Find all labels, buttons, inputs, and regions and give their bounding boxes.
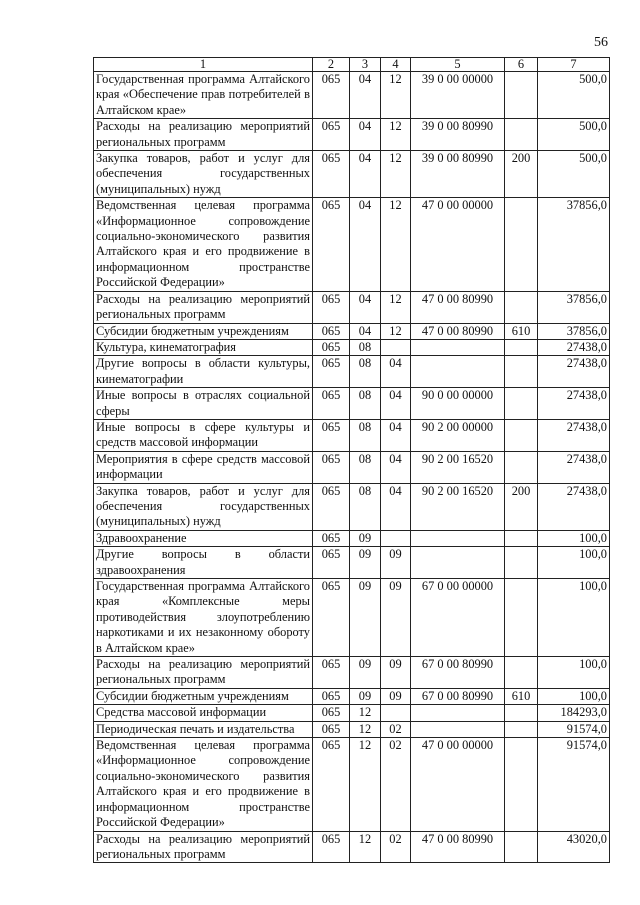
row-expense-type-cell: 200 <box>505 483 538 530</box>
header-cell: 5 <box>411 58 505 72</box>
row-expense-type-cell <box>505 72 538 119</box>
row-admin-code-cell: 065 <box>313 72 350 119</box>
row-amount-cell: 27438,0 <box>538 339 610 355</box>
table-row <box>94 721 610 737</box>
row-amount-cell: 27438,0 <box>538 483 610 530</box>
row-name-cell: Государственная программа Алтайского края «Комплексные меры противодействия злоупотреблению наркотиками и их незаконному обороту в Алтайском крае» <box>94 579 313 657</box>
row-target-article-cell <box>411 339 505 355</box>
row-name-cell: Мероприятия в сфере средств массовой информации <box>94 451 313 483</box>
row-admin-code-cell: 065 <box>313 738 350 831</box>
row-admin-code-cell: 065 <box>313 831 350 863</box>
table-row <box>94 151 610 198</box>
row-amount-cell: 100,0 <box>538 657 610 689</box>
table-row <box>94 657 610 689</box>
table-row <box>94 72 610 119</box>
row-admin-code-cell: 065 <box>313 419 350 451</box>
row-subsection-cell: 09 <box>381 688 411 704</box>
row-amount-cell: 37856,0 <box>538 323 610 339</box>
header-cell: 7 <box>538 58 610 72</box>
row-subsection-cell: 02 <box>381 831 411 863</box>
row-name-cell: Здравоохранение <box>94 530 313 546</box>
row-expense-type-cell <box>505 198 538 291</box>
row-expense-type-cell <box>505 451 538 483</box>
row-amount-cell: 100,0 <box>538 547 610 579</box>
row-expense-type-cell <box>505 119 538 151</box>
row-amount-cell: 500,0 <box>538 119 610 151</box>
row-section-cell: 12 <box>350 738 381 831</box>
row-expense-type-cell: 610 <box>505 688 538 704</box>
row-section-cell: 12 <box>350 705 381 721</box>
table-row <box>94 323 610 339</box>
row-amount-cell: 500,0 <box>538 151 610 198</box>
row-amount-cell: 37856,0 <box>538 291 610 323</box>
row-expense-type-cell <box>505 738 538 831</box>
row-amount-cell: 27438,0 <box>538 388 610 420</box>
row-expense-type-cell <box>505 388 538 420</box>
row-target-article-cell <box>411 530 505 546</box>
row-admin-code-cell: 065 <box>313 119 350 151</box>
row-section-cell: 04 <box>350 198 381 291</box>
header-cell: 2 <box>313 58 350 72</box>
row-section-cell: 09 <box>350 579 381 657</box>
row-amount-cell: 100,0 <box>538 530 610 546</box>
row-section-cell: 09 <box>350 547 381 579</box>
row-admin-code-cell: 065 <box>313 483 350 530</box>
row-target-article-cell <box>411 356 505 388</box>
row-section-cell: 12 <box>350 721 381 737</box>
row-subsection-cell: 12 <box>381 72 411 119</box>
row-section-cell: 04 <box>350 72 381 119</box>
row-subsection-cell: 12 <box>381 323 411 339</box>
row-target-article-cell: 90 2 00 16520 <box>411 451 505 483</box>
row-admin-code-cell: 065 <box>313 388 350 420</box>
row-subsection-cell: 04 <box>381 356 411 388</box>
row-expense-type-cell <box>505 339 538 355</box>
row-expense-type-cell: 610 <box>505 323 538 339</box>
row-section-cell: 04 <box>350 291 381 323</box>
row-subsection-cell: 04 <box>381 388 411 420</box>
row-name-cell: Расходы на реализацию мероприятий региональных программ <box>94 291 313 323</box>
row-target-article-cell: 39 0 00 80990 <box>411 151 505 198</box>
row-target-article-cell: 47 0 00 80990 <box>411 323 505 339</box>
row-admin-code-cell: 065 <box>313 451 350 483</box>
row-amount-cell: 91574,0 <box>538 721 610 737</box>
row-section-cell: 08 <box>350 419 381 451</box>
row-subsection-cell: 12 <box>381 151 411 198</box>
header-cell: 3 <box>350 58 381 72</box>
row-expense-type-cell: 200 <box>505 151 538 198</box>
row-name-cell: Субсидии бюджетным учреждениям <box>94 688 313 704</box>
row-section-cell: 04 <box>350 119 381 151</box>
row-name-cell: Закупка товаров, работ и услуг для обеспечения государственных (муниципальных) нужд <box>94 483 313 530</box>
row-section-cell: 08 <box>350 356 381 388</box>
row-target-article-cell <box>411 721 505 737</box>
row-name-cell: Расходы на реализацию мероприятий региональных программ <box>94 657 313 689</box>
table-row <box>94 388 610 420</box>
row-admin-code-cell: 065 <box>313 579 350 657</box>
row-name-cell: Расходы на реализацию мероприятий региональных программ <box>94 119 313 151</box>
table-row <box>94 831 610 863</box>
row-expense-type-cell <box>505 356 538 388</box>
row-section-cell: 04 <box>350 151 381 198</box>
row-section-cell: 04 <box>350 323 381 339</box>
table-row <box>94 547 610 579</box>
row-target-article-cell <box>411 547 505 579</box>
row-admin-code-cell: 065 <box>313 291 350 323</box>
row-admin-code-cell: 065 <box>313 547 350 579</box>
row-target-article-cell: 47 0 00 80990 <box>411 831 505 863</box>
row-target-article-cell: 47 0 00 80990 <box>411 291 505 323</box>
table-row <box>94 119 610 151</box>
row-admin-code-cell: 065 <box>313 323 350 339</box>
page-number: 56 <box>594 35 608 50</box>
row-amount-cell: 500,0 <box>538 72 610 119</box>
row-name-cell: Ведомственная целевая программа «Информационное сопровождение социально-экономического развития Алтайского края и его продвижение в информационном пространстве Российской Федерации» <box>94 198 313 291</box>
row-admin-code-cell: 065 <box>313 657 350 689</box>
row-name-cell: Расходы на реализацию мероприятий региональных программ <box>94 831 313 863</box>
row-amount-cell: 100,0 <box>538 688 610 704</box>
table-row <box>94 579 610 657</box>
row-section-cell: 09 <box>350 688 381 704</box>
row-target-article-cell: 67 0 00 00000 <box>411 579 505 657</box>
row-target-article-cell: 47 0 00 00000 <box>411 738 505 831</box>
row-name-cell: Иные вопросы в отраслях социальной сферы <box>94 388 313 420</box>
header-cell: 1 <box>94 58 313 72</box>
row-subsection-cell <box>381 705 411 721</box>
budget-table <box>93 57 610 863</box>
row-name-cell: Другие вопросы в области культуры, кинематографии <box>94 356 313 388</box>
header-cell: 4 <box>381 58 411 72</box>
table-row <box>94 530 610 546</box>
row-name-cell: Средства массовой информации <box>94 705 313 721</box>
row-admin-code-cell: 065 <box>313 721 350 737</box>
row-expense-type-cell <box>505 530 538 546</box>
row-admin-code-cell: 065 <box>313 356 350 388</box>
row-subsection-cell <box>381 530 411 546</box>
row-target-article-cell: 90 2 00 16520 <box>411 483 505 530</box>
header-row <box>94 58 610 72</box>
row-admin-code-cell: 065 <box>313 198 350 291</box>
row-expense-type-cell <box>505 547 538 579</box>
table-row <box>94 738 610 831</box>
row-subsection-cell: 12 <box>381 291 411 323</box>
row-subsection-cell: 04 <box>381 451 411 483</box>
table-row <box>94 198 610 291</box>
row-section-cell: 08 <box>350 339 381 355</box>
row-admin-code-cell: 065 <box>313 688 350 704</box>
row-name-cell: Другие вопросы в области здравоохранения <box>94 547 313 579</box>
row-name-cell: Периодическая печать и издательства <box>94 721 313 737</box>
row-target-article-cell: 39 0 00 80990 <box>411 119 505 151</box>
row-subsection-cell: 12 <box>381 119 411 151</box>
row-subsection-cell: 12 <box>381 198 411 291</box>
row-amount-cell: 100,0 <box>538 579 610 657</box>
row-subsection-cell: 09 <box>381 547 411 579</box>
table-row <box>94 483 610 530</box>
row-target-article-cell: 67 0 00 80990 <box>411 688 505 704</box>
row-expense-type-cell <box>505 705 538 721</box>
table-row <box>94 356 610 388</box>
row-subsection-cell: 09 <box>381 579 411 657</box>
row-admin-code-cell: 065 <box>313 530 350 546</box>
row-section-cell: 09 <box>350 657 381 689</box>
row-subsection-cell: 02 <box>381 721 411 737</box>
header-cell: 6 <box>505 58 538 72</box>
row-amount-cell: 27438,0 <box>538 451 610 483</box>
table-row <box>94 451 610 483</box>
row-target-article-cell: 47 0 00 00000 <box>411 198 505 291</box>
row-admin-code-cell: 065 <box>313 339 350 355</box>
row-subsection-cell: 09 <box>381 657 411 689</box>
row-subsection-cell: 04 <box>381 419 411 451</box>
table-row <box>94 339 610 355</box>
row-admin-code-cell: 065 <box>313 151 350 198</box>
row-target-article-cell: 90 2 00 00000 <box>411 419 505 451</box>
row-expense-type-cell <box>505 721 538 737</box>
row-subsection-cell: 04 <box>381 483 411 530</box>
row-name-cell: Иные вопросы в сфере культуры и средств массовой информации <box>94 419 313 451</box>
row-expense-type-cell <box>505 291 538 323</box>
row-section-cell: 09 <box>350 530 381 546</box>
row-target-article-cell: 39 0 00 00000 <box>411 72 505 119</box>
row-target-article-cell <box>411 705 505 721</box>
row-amount-cell: 184293,0 <box>538 705 610 721</box>
row-target-article-cell: 90 0 00 00000 <box>411 388 505 420</box>
row-expense-type-cell <box>505 657 538 689</box>
row-section-cell: 08 <box>350 483 381 530</box>
row-amount-cell: 91574,0 <box>538 738 610 831</box>
row-name-cell: Культура, кинематография <box>94 339 313 355</box>
row-amount-cell: 37856,0 <box>538 198 610 291</box>
row-expense-type-cell <box>505 419 538 451</box>
row-admin-code-cell: 065 <box>313 705 350 721</box>
row-target-article-cell: 67 0 00 80990 <box>411 657 505 689</box>
row-name-cell: Закупка товаров, работ и услуг для обеспечения государственных (муниципальных) нужд <box>94 151 313 198</box>
row-expense-type-cell <box>505 831 538 863</box>
row-subsection-cell <box>381 339 411 355</box>
row-amount-cell: 43020,0 <box>538 831 610 863</box>
row-subsection-cell: 02 <box>381 738 411 831</box>
row-section-cell: 08 <box>350 388 381 420</box>
row-amount-cell: 27438,0 <box>538 419 610 451</box>
row-name-cell: Субсидии бюджетным учреждениям <box>94 323 313 339</box>
row-expense-type-cell <box>505 579 538 657</box>
row-amount-cell: 27438,0 <box>538 356 610 388</box>
row-section-cell: 08 <box>350 451 381 483</box>
row-name-cell: Ведомственная целевая программа «Информационное сопровождение социально-экономического развития Алтайского края и его продвижение в информационном пространстве Российской Федерации» <box>94 738 313 831</box>
row-section-cell: 12 <box>350 831 381 863</box>
table-row <box>94 688 610 704</box>
table-row <box>94 291 610 323</box>
table-row <box>94 419 610 451</box>
table-row <box>94 705 610 721</box>
row-name-cell: Государственная программа Алтайского края «Обеспечение прав потребителей в Алтайском крае» <box>94 72 313 119</box>
